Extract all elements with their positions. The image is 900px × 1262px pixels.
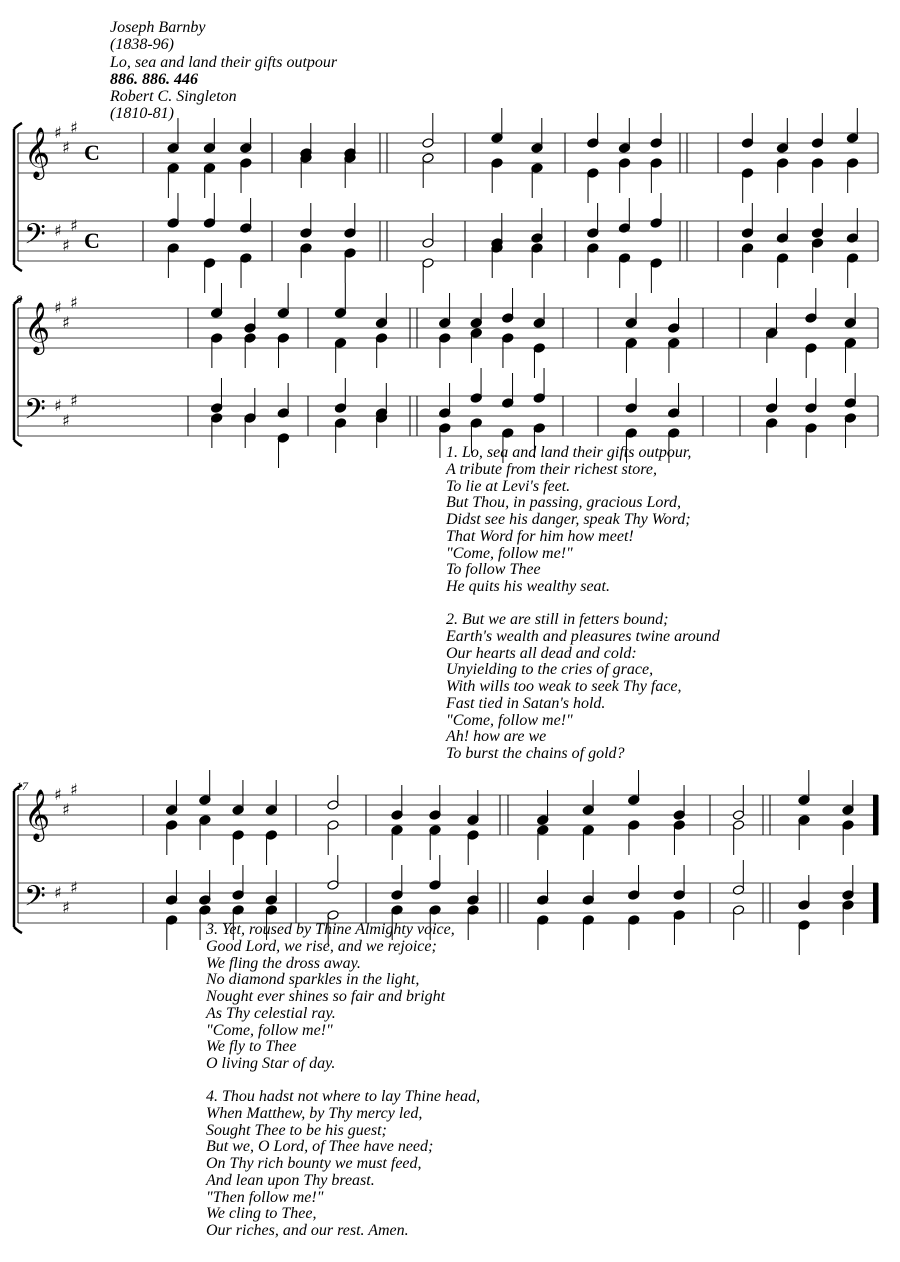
verse-line: "Then follow me!" <box>206 1188 324 1206</box>
sharp-sign: ♯ <box>70 118 78 137</box>
sharp-sign: ♯ <box>54 298 62 317</box>
verse-line: That Word for him how meet! <box>446 527 634 545</box>
verse-line: 3. Yet, roused by Thine Almighty voice, <box>206 921 455 938</box>
verse-line: "Come, follow me!" <box>446 544 573 562</box>
verse-line: Our riches, and our rest. Amen. <box>206 1222 409 1239</box>
sharp-sign: ♯ <box>70 878 78 897</box>
verse-line: 2. But we are still in fetters bound; <box>446 611 669 628</box>
verse-line: Earth's wealth and pleasures twine around <box>446 627 720 645</box>
sharp-sign: ♯ <box>70 293 78 312</box>
verse-line: 4. Thou hadst not where to lay Thine head, <box>206 1088 481 1105</box>
sharp-sign: ♯ <box>62 800 70 819</box>
sharp-sign: ♯ <box>62 898 70 917</box>
bass-clef: 𝄢 <box>24 393 46 433</box>
verse-line: When Matthew, by Thy mercy led, <box>206 1104 423 1122</box>
verse-line: A tribute from their richest store, <box>446 460 657 478</box>
verse-line: "Come, follow me!" <box>206 1021 333 1039</box>
sharp-sign: ♯ <box>70 216 78 235</box>
system-number-2: 8 <box>16 292 22 306</box>
verse-4 <box>206 1089 480 1240</box>
treble-clef: 𝄞 <box>24 127 51 178</box>
tune-title: Lo, sea and land their gifts outpour <box>110 53 338 71</box>
sharp-sign: ♯ <box>62 138 70 157</box>
system-number-3: 17 <box>16 779 28 793</box>
bass-clef: 𝄢 <box>24 880 46 920</box>
sharp-sign: ♯ <box>54 785 62 804</box>
verse-line: O living Star of day. <box>206 1055 336 1072</box>
sharp-sign: ♯ <box>54 396 62 415</box>
verse-line: We cling to Thee, <box>206 1205 317 1223</box>
sharp-sign: ♯ <box>70 780 78 799</box>
sharp-sign: ♯ <box>54 883 62 902</box>
sharp-sign: ♯ <box>62 411 70 430</box>
sharp-sign: ♯ <box>70 391 78 410</box>
verse-line: We fling the dross away. <box>206 954 361 972</box>
verse-line: To burst the chains of gold? <box>446 745 625 762</box>
final-bar <box>873 883 878 923</box>
composer-name: Joseph Barnby <box>110 19 206 36</box>
verse-line: No diamond sparkles in the light, <box>206 971 420 989</box>
verse-line: But we, O Lord, of Thee have need; <box>206 1138 434 1156</box>
verse-line: As Thy celestial ray. <box>206 1004 336 1022</box>
verse-line: 1. Lo, sea and land their gifts outpour, <box>446 444 692 461</box>
verse-line: To follow Thee <box>446 561 541 579</box>
verse-line: Didst see his danger, speak Thy Word; <box>446 511 691 528</box>
verse-line: Fast tied in Satan's hold. <box>446 694 606 712</box>
sharp-sign: ♯ <box>62 313 70 332</box>
verse-line: Ah! how are we <box>446 728 547 746</box>
verse-line: We fly to Thee <box>206 1038 297 1056</box>
author-name: Robert C. Singleton <box>110 88 237 106</box>
verse-1 <box>446 445 691 596</box>
verse-line: On Thy rich bounty we must feed, <box>206 1155 422 1172</box>
verse-line: Our hearts all dead and cold: <box>446 644 637 662</box>
verse-line: With wills too weak to seek Thy face, <box>446 678 682 695</box>
meter: 886. 886. 446 <box>110 70 198 88</box>
sharp-sign: ♯ <box>54 221 62 240</box>
sharp-sign: ♯ <box>62 236 70 255</box>
verse-line: Nought ever shines so fair and bright <box>206 988 446 1005</box>
sharp-sign: ♯ <box>54 123 62 142</box>
composer-dates: (1838-96) <box>110 36 174 54</box>
verse-line: He quits his wealthy seat. <box>446 578 610 595</box>
verse-3 <box>206 922 455 1073</box>
verse-line: To lie at Levi's feet. <box>446 477 571 495</box>
verse-line: And lean upon Thy breast. <box>206 1171 375 1189</box>
time-signature: C <box>84 140 100 165</box>
final-bar <box>873 795 878 835</box>
treble-clef: 𝄞 <box>24 789 51 840</box>
verse-line: Sought Thee to be his guest; <box>206 1121 387 1139</box>
time-signature: C <box>84 228 100 253</box>
bass-clef: 𝄢 <box>24 218 46 258</box>
verse-2 <box>446 612 720 763</box>
verse-line: Unyielding to the cries of grace, <box>446 661 654 679</box>
verse-line: "Come, follow me!" <box>446 711 573 729</box>
verse-line: But Thou, in passing, gracious Lord, <box>446 494 681 512</box>
verse-line: Good Lord, we rise, and we rejoice; <box>206 937 437 955</box>
treble-clef: 𝄞 <box>24 302 51 353</box>
author-dates: (1810-81) <box>110 105 174 123</box>
